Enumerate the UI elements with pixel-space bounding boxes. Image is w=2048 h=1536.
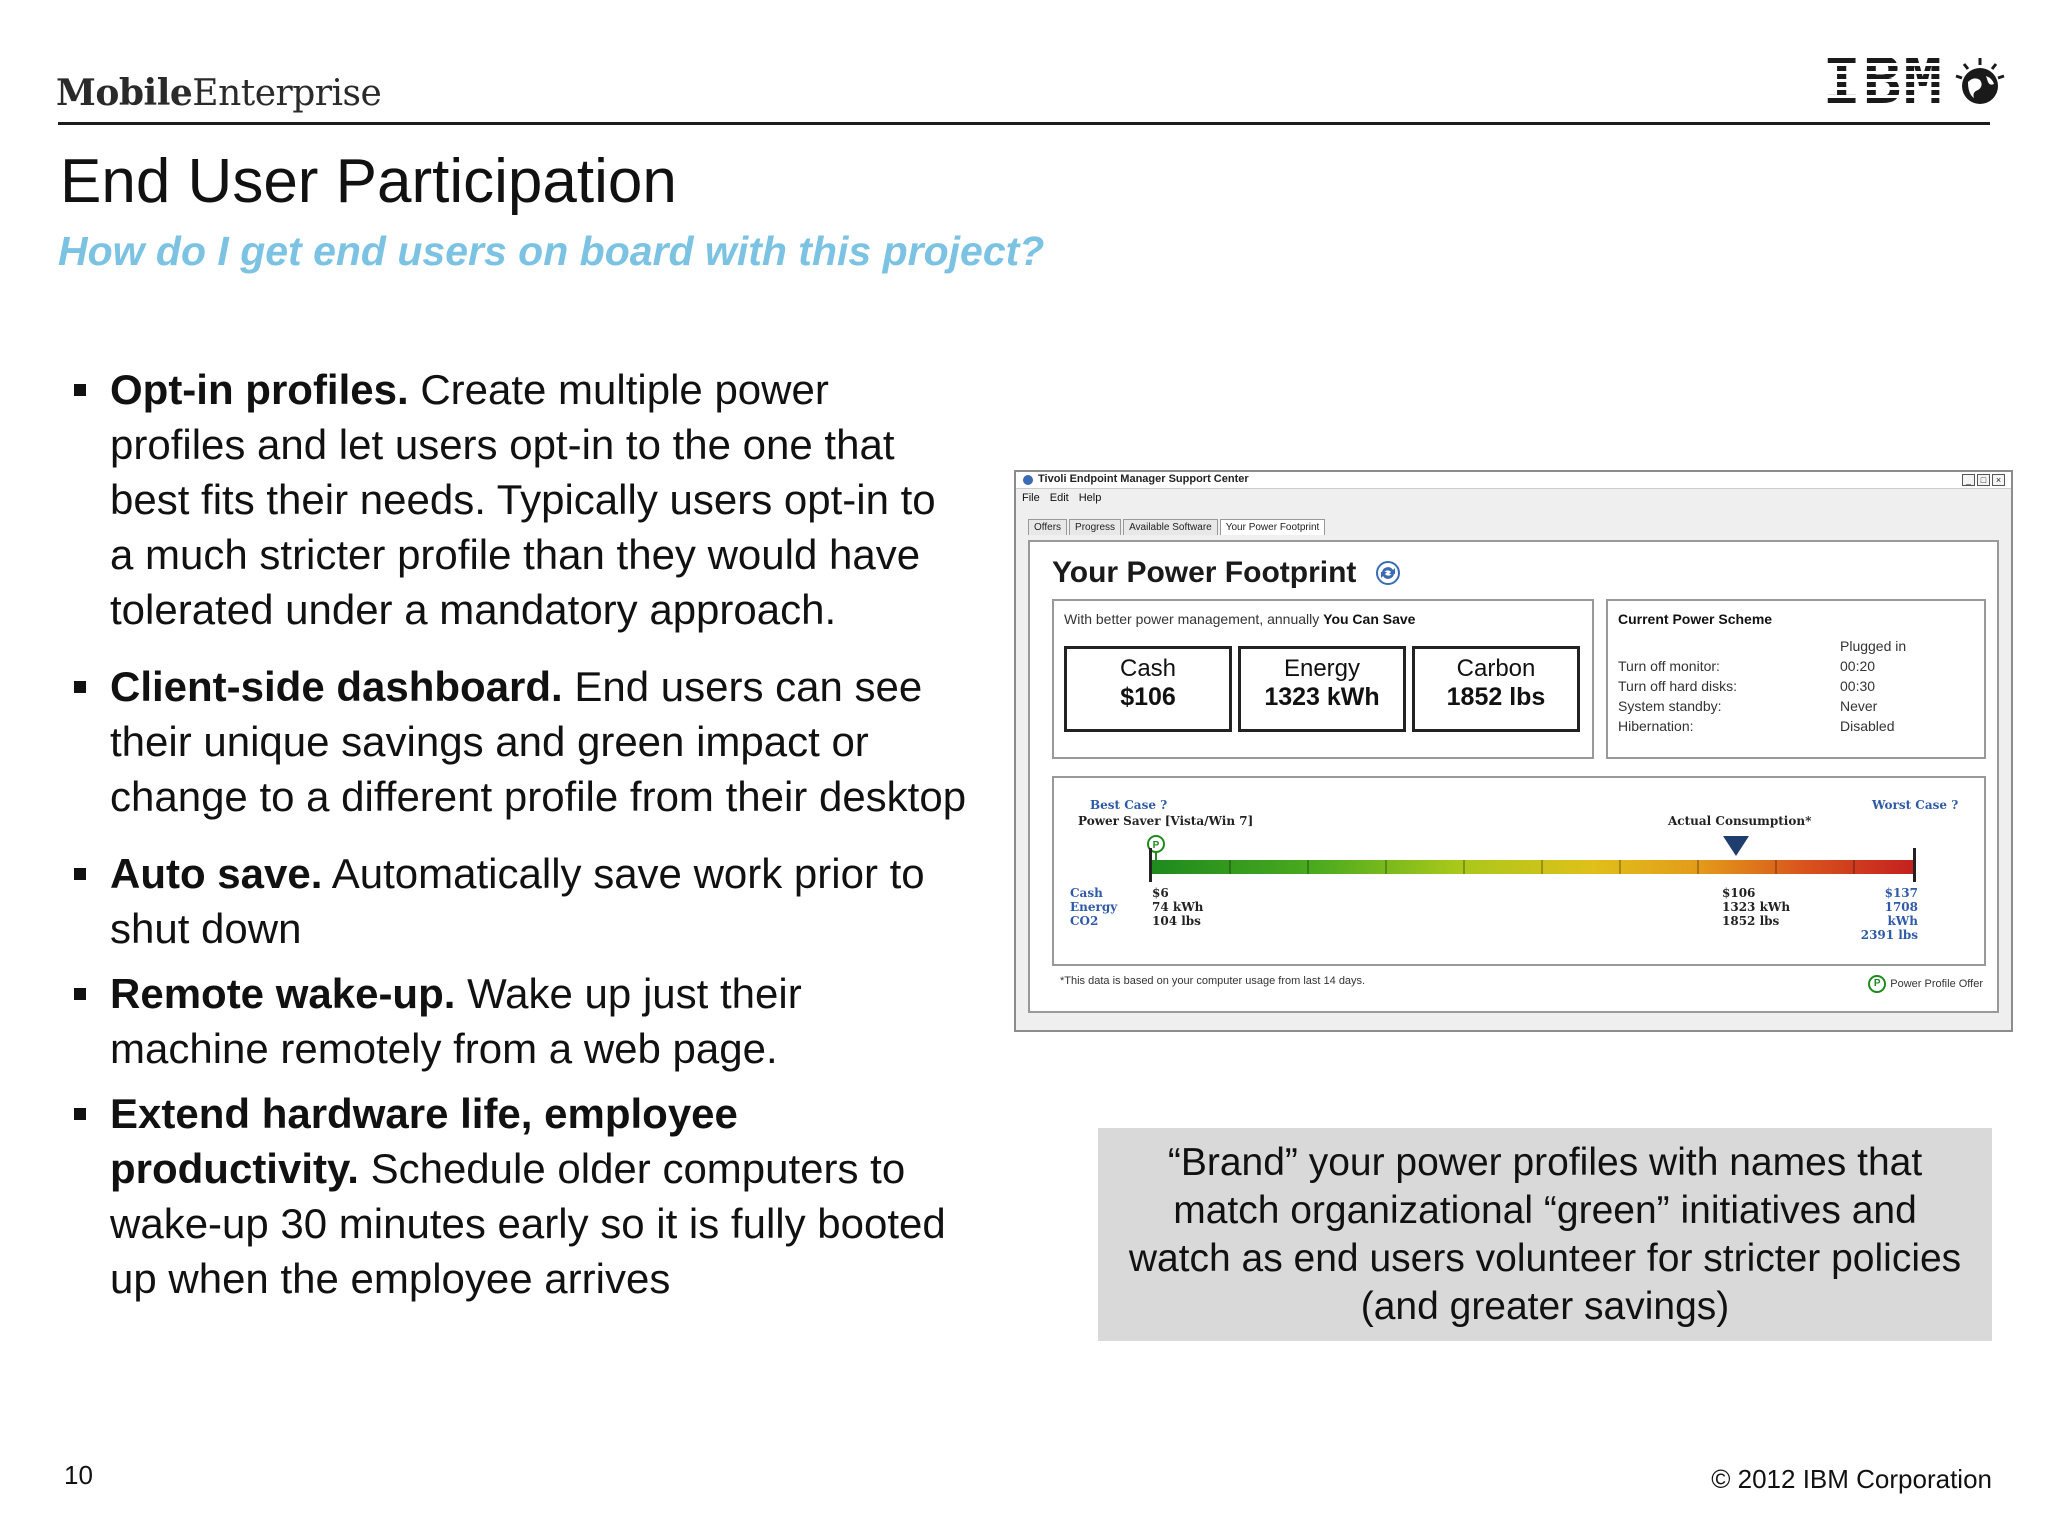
window-titlebar [1016,472,2011,489]
tab-available-software[interactable]: Available Software [1123,519,1218,535]
consumption-scale-panel [1052,776,1986,966]
scheme-row: Hibernation: Disabled [1618,718,1895,734]
copyright: © 2012 IBM Corporation [1711,1464,1992,1494]
callout-box: “Brand” your power profiles with names that match organizational “green” initiatives and watch as end users volunteer for stricter policies (and greater savings) [1098,1128,1992,1341]
actual-consumption-label: Actual Consumption* [1668,814,1812,828]
close-button[interactable]: × [1992,474,2005,486]
tab-your-power-footprint[interactable]: Your Power Footprint [1220,519,1326,535]
bullet-item: Client-side dashboard. End users can see their unique savings and green impact or change to a different profile from their desktop [70,659,970,824]
data-footnote: *This data is based on your computer usage from last 14 days. [1060,975,1366,987]
bullet-item: Extend hardware life, employee productivity. Schedule older computers to wake-up 30 minutes early so it is fully booted up when the employee arrives [70,1086,970,1306]
savings-panel [1052,599,1594,759]
brand-wordmark: MobileEnterprise [56,72,382,114]
app-icon [1023,475,1033,485]
window-controls [1962,474,2005,486]
scheme-row: Turn off monitor: 00:20 [1618,658,1876,674]
bullet-item: Opt-in profiles. Create multiple power profiles and let users opt-in to the one that best fits their needs. Typically users opt-in to a much stricter profile than they would have tolerated under a mandatory approach. [70,362,970,637]
menu-file[interactable]: File [1022,492,1040,504]
best-case-line [1149,848,1152,882]
consumption-gradient-bar [1151,860,1914,874]
worst-case-label: Worst Case ? [1872,798,1959,812]
page-number: 10 [64,1460,93,1490]
refresh-icon[interactable] [1375,560,1401,586]
help-icon[interactable]: ? [1160,798,1168,812]
bullet-item: Auto save. Automatically save work prior to shut down [70,846,970,956]
ibm-logo [1822,45,2006,119]
energy-stat: Energy 1323 kWh [1238,646,1406,732]
profile-pin-icon[interactable]: P [1147,835,1165,853]
globe-icon [1954,56,2006,108]
power-scheme-panel [1606,599,1986,759]
slide-title: End User Participation [60,147,677,216]
menu-help[interactable]: Help [1078,492,1102,504]
actual-values: $106 1323 kWh 1852 lbs [1722,886,1791,928]
menu-edit[interactable]: Edit [1049,492,1069,504]
tab-progress[interactable]: Progress [1069,519,1121,535]
bullet-list [70,362,970,1306]
cash-stat: Cash $106 [1064,646,1232,732]
maximize-button[interactable]: □ [1977,474,1990,486]
savings-caption: With better power management, annually You Can Save [1064,611,1416,627]
bullet-item: Remote wake-up. Wake up just their machine remotely from a web page. [70,966,970,1076]
tab-strip [1028,519,1327,535]
help-icon[interactable]: ? [1951,798,1959,812]
minimize-button[interactable]: _ [1962,474,1975,486]
scheme-row: Turn off hard disks: 00:30 [1618,678,1876,694]
menu-bar [1022,492,1101,504]
best-profile-label: Power Saver [Vista/Win 7] [1078,814,1254,828]
best-case-values: $6 74 kWh 104 lbs [1152,886,1204,928]
footprint-title: Your Power Footprint [1052,556,1357,589]
ibm-logo-text: IBM [1822,45,1944,119]
footprint-pane [1028,540,1999,1013]
carbon-stat: Carbon 1852 lbs [1412,646,1580,732]
tab-offers[interactable]: Offers [1028,519,1067,535]
worst-case-line [1913,848,1916,882]
power-profile-offer-link[interactable]: P Power Profile Offer [1868,975,1983,993]
scheme-column-header: Plugged in [1840,638,1907,654]
actual-consumption-marker-icon [1723,836,1749,856]
slide-subtitle: How do I get end users on board with this project? [58,228,1045,274]
metric-labels: Cash Energy CO2 [1070,886,1118,928]
worst-case-values: $137 1708 kWh 2391 lbs [1860,886,1918,942]
profile-pin-icon: P [1868,975,1886,993]
support-center-window [1014,470,2013,1032]
best-case-label: Best Case ? [1090,798,1168,812]
scheme-heading: Current Power Scheme [1618,611,1773,627]
header-divider [58,122,1990,125]
window-title: Tivoli Endpoint Manager Support Center [1038,473,1249,485]
scheme-row: System standby: Never [1618,698,1878,714]
